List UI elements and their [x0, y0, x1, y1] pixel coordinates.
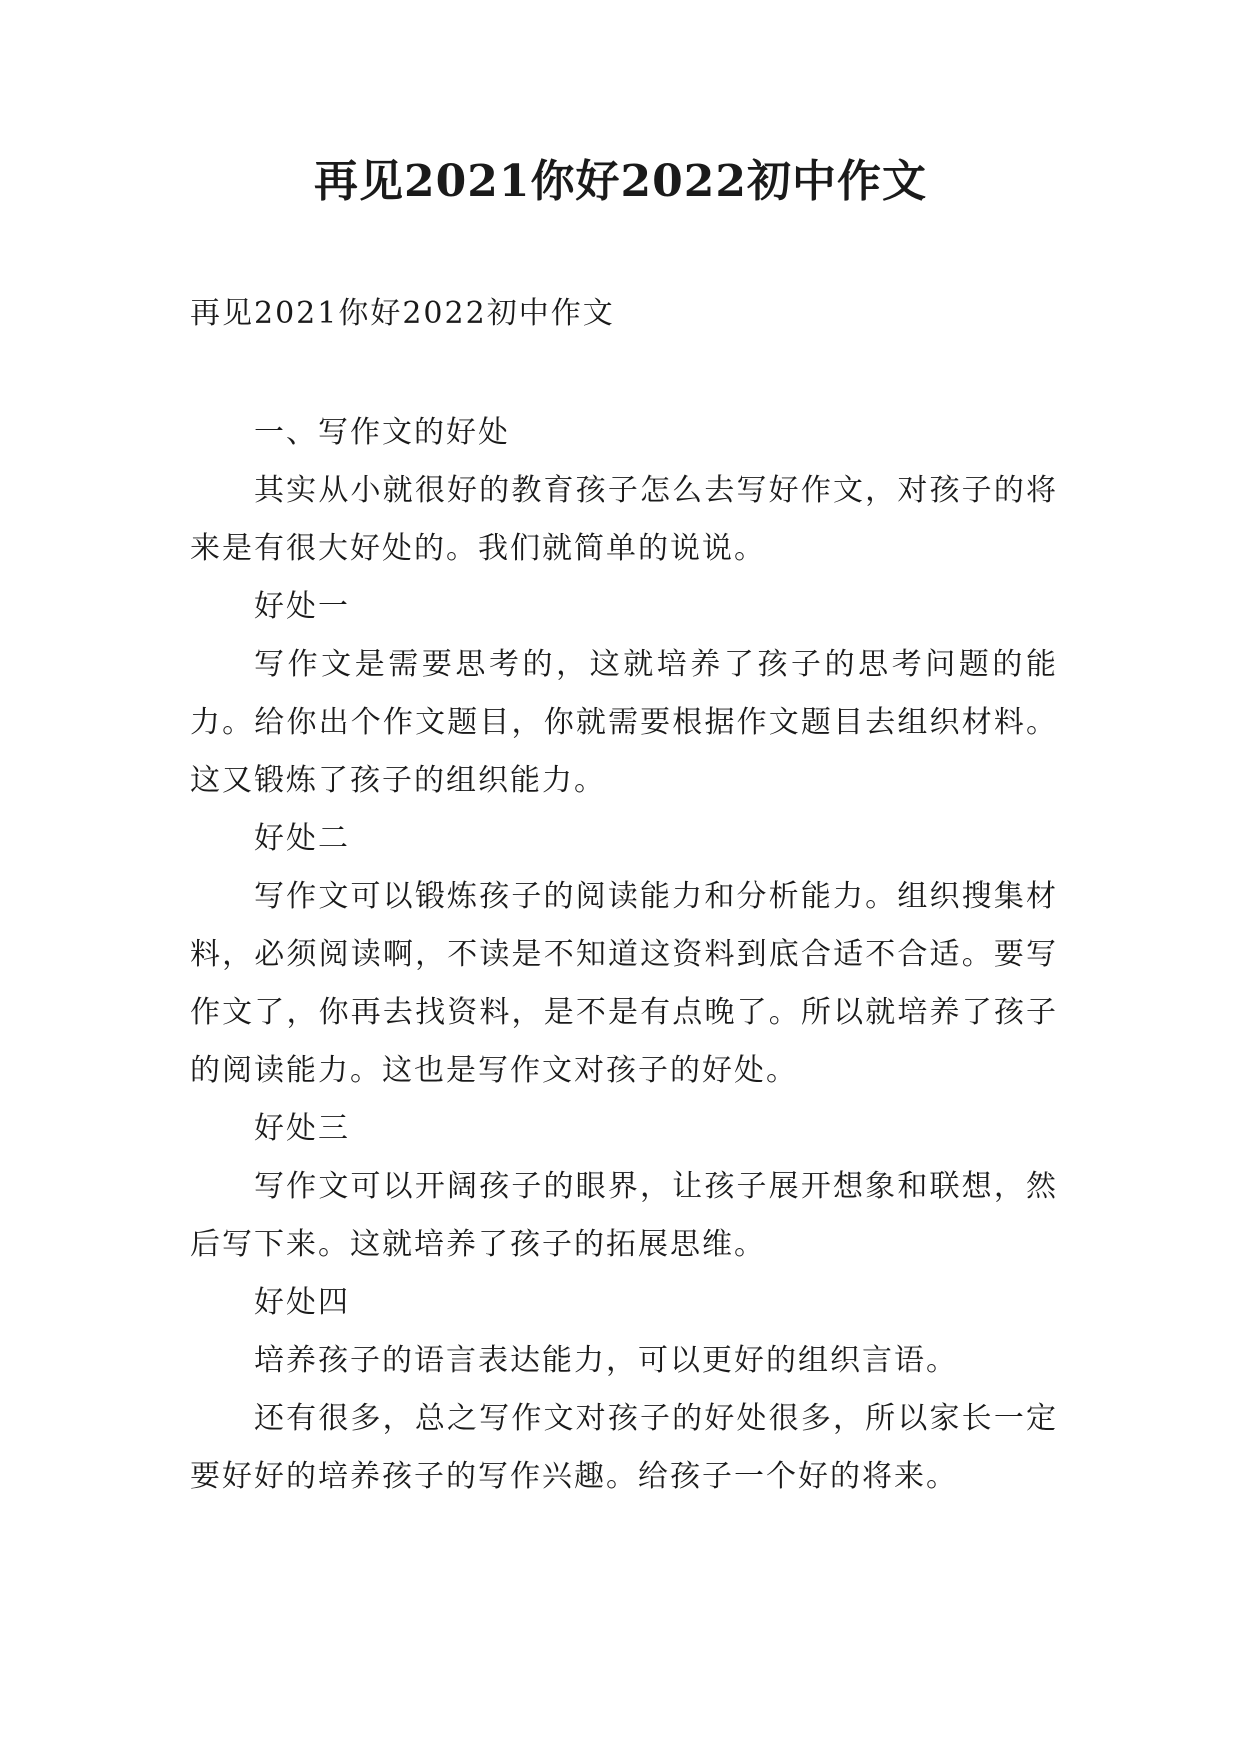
- paragraph-conclusion: 还有很多，总之写作文对孩子的好处很多，所以家长一定要好好的培养孩子的写作兴趣。给孩子一个好的将来。: [190, 1401, 1058, 1494]
- document-body: [190, 404, 1058, 1506]
- document-subtitle: 再见2021你好2022初中作文: [190, 296, 615, 331]
- subheading-benefit-3: 好处三: [254, 1111, 350, 1146]
- paragraph-benefit-4: 培养孩子的语言表达能力，可以更好的组织言语。: [254, 1343, 958, 1378]
- paragraph-benefit-1: 写作文是需要思考的，这就培养了孩子的思考问题的能力。给你出个作文题目，你就需要根据作文题目去组织材料。这又锻炼了孩子的组织能力。: [190, 647, 1058, 798]
- document-title: 再见2021你好2022初中作文: [314, 156, 927, 207]
- subheading-benefit-1: 好处一: [254, 589, 350, 624]
- subheading-benefit-4: 好处四: [254, 1285, 350, 1320]
- paragraph-benefit-3: 写作文可以开阔孩子的眼界，让孩子展开想象和联想，然后写下来。这就培养了孩子的拓展思维。: [190, 1169, 1058, 1262]
- section-heading-benefits: 一、写作文的好处: [254, 415, 510, 450]
- subheading-benefit-2: 好处二: [254, 821, 350, 856]
- paragraph-intro: 其实从小就很好的教育孩子怎么去写好作文，对孩子的将来是有很大好处的。我们就简单的说说。: [190, 473, 1058, 566]
- paragraph-benefit-2: 写作文可以锻炼孩子的阅读能力和分析能力。组织搜集材料，必须阅读啊，不读是不知道这资料到底合适不合适。要写作文了，你再去找资料，是不是有点晚了。所以就培养了孩子的阅读能力。这也是写作文对孩子的好处。: [190, 879, 1058, 1088]
